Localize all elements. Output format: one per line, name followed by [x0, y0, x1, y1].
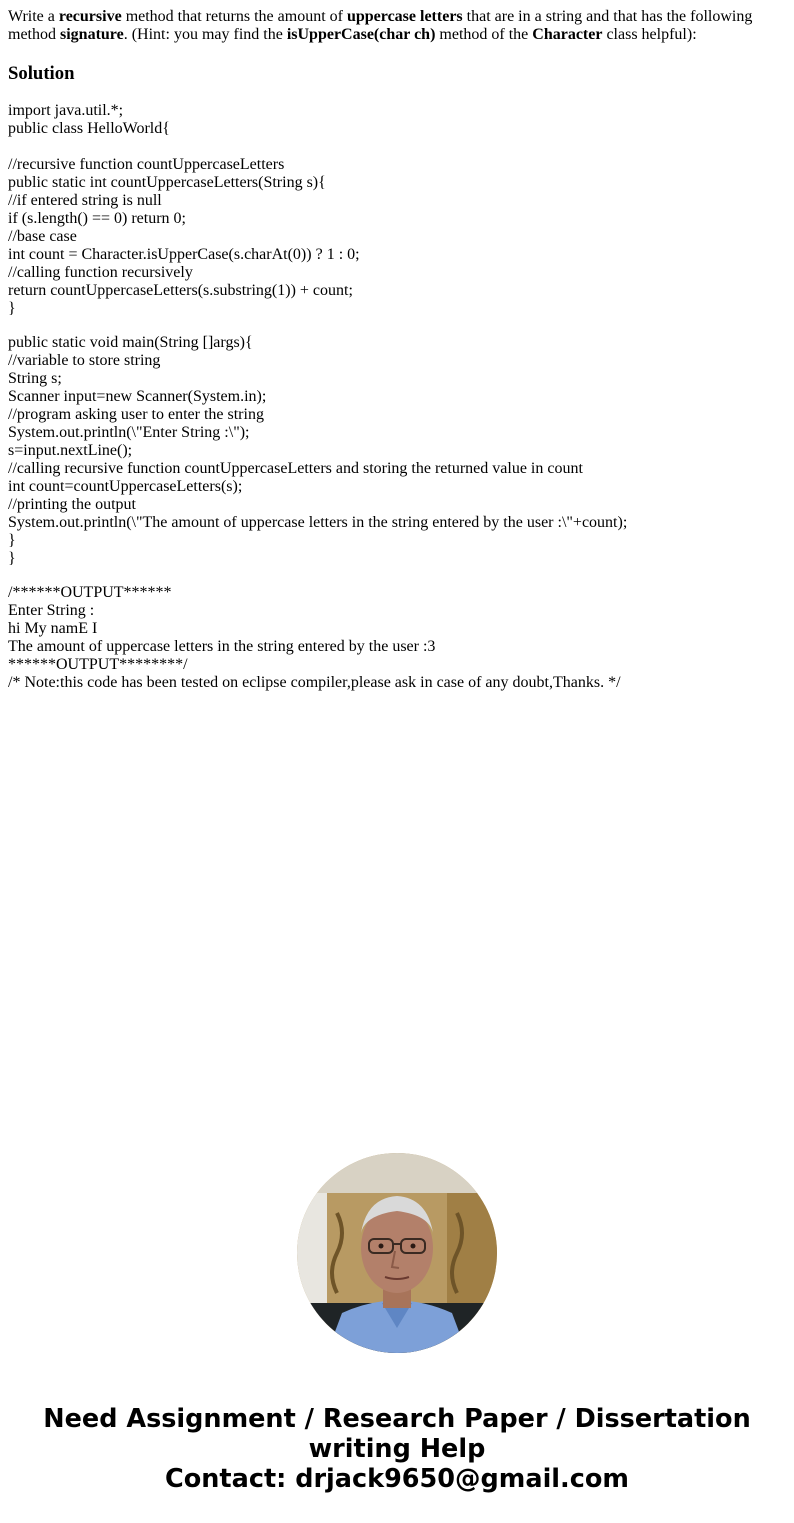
question-bold-recursive: recursive — [58, 8, 122, 25]
code-line: String s; — [8, 370, 62, 387]
code-line: /* Note:this code has been tested on eclipse compiler,please ask in case of any doubt,Thanks. */ — [8, 674, 621, 691]
code-line: //variable to store string — [8, 352, 161, 369]
code-line: Scanner input=new Scanner(System.in); — [8, 388, 267, 405]
question-text-part: that are in a string and that has the following method — [8, 8, 753, 43]
question-text-part: method of the — [435, 26, 533, 43]
code-line: The amount of uppercase letters in the string entered by the user :3 — [8, 638, 436, 655]
code-line: if (s.length() == 0) return 0; — [8, 210, 186, 227]
code-line: //base case — [8, 228, 77, 245]
code-line: System.out.println(\"The amount of uppercase letters in the string entered by the user :\"+count); — [8, 514, 628, 531]
code-line: System.out.println(\"Enter String :\"); — [8, 424, 250, 441]
code-line: /******OUTPUT****** — [8, 584, 172, 601]
code-line: return countUppercaseLetters(s.substring(1)) + count; — [8, 282, 353, 299]
code-line: int count = Character.isUpperCase(s.charAt(0)) ? 1 : 0; — [8, 246, 360, 263]
code-line: //program asking user to enter the string — [8, 406, 264, 423]
code-line: //printing the output — [8, 496, 136, 513]
code-line: //recursive function countUppercaseLetters — [8, 156, 285, 173]
footer-line: writing Help — [308, 1434, 486, 1464]
avatar-portrait — [297, 1153, 497, 1353]
question-text-part: Write a — [8, 8, 59, 25]
code-line: ******OUTPUT********/ — [8, 656, 188, 673]
question-bold-signature: signature — [60, 26, 124, 43]
code-line: //calling function recursively — [8, 264, 193, 281]
question-text-part: method that returns the amount of — [121, 8, 347, 25]
question-text-part: class helpful): — [602, 26, 697, 43]
code-line: public static void main(String []args){ — [8, 334, 253, 351]
footer-ad — [0, 1404, 794, 1494]
code-line: } — [8, 532, 16, 549]
question-bold-character: Character — [532, 26, 603, 43]
code-line: s=input.nextLine(); — [8, 442, 133, 459]
avatar — [297, 1153, 497, 1353]
code-line: } — [8, 300, 16, 317]
code-line: import java.util.*; — [8, 102, 124, 119]
solution-heading: Solution — [8, 63, 75, 84]
code-line: //if entered string is null — [8, 192, 162, 209]
code-line: public class HelloWorld{ — [8, 120, 170, 137]
question-bold-isuppercase: isUpperCase(char ch) — [286, 26, 436, 43]
code-line: //calling recursive function countUppercaseLetters and storing the returned value in count — [8, 460, 583, 477]
question-text-part: . (Hint: you may find the — [123, 26, 287, 43]
question-bold-uppercase-letters: uppercase letters — [346, 8, 463, 25]
code-line: hi My namE I — [8, 620, 98, 637]
code-line: Enter String : — [8, 602, 95, 619]
code-line: public static int countUppercaseLetters(String s){ — [8, 174, 326, 191]
code-line: int count=countUppercaseLetters(s); — [8, 478, 243, 495]
code-line: } — [8, 550, 16, 567]
question-text — [8, 8, 778, 44]
footer-line: Need Assignment / Research Paper / Dissertation — [43, 1404, 751, 1434]
footer-contact: Contact: drjack9650@gmail.com — [165, 1464, 629, 1494]
